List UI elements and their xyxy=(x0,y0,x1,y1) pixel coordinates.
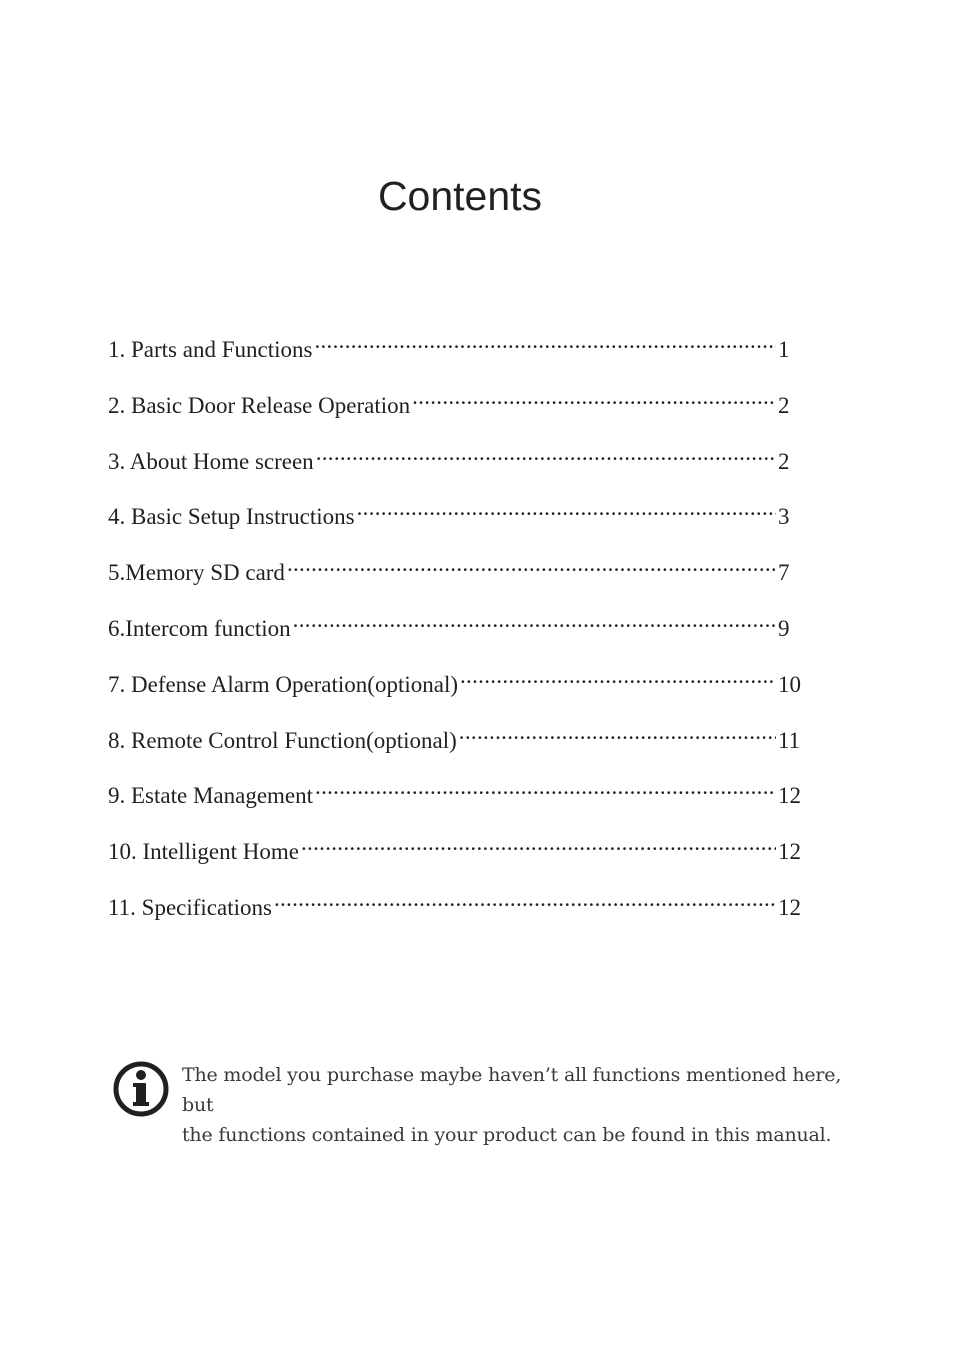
info-icon xyxy=(112,1060,170,1118)
toc-entry-page: 9 xyxy=(778,615,790,641)
toc-entry[interactable] xyxy=(108,832,808,888)
note-text xyxy=(182,1060,862,1150)
toc-entry[interactable] xyxy=(108,888,808,944)
toc-entry[interactable] xyxy=(108,609,808,665)
note-line: The model you purchase maybe haven’t all functions mentioned here, but xyxy=(182,1064,842,1116)
toc-entry-page: 2 xyxy=(778,448,790,474)
toc-dot-leader xyxy=(287,560,776,580)
table-of-contents xyxy=(108,330,808,944)
toc-entry[interactable] xyxy=(108,442,808,498)
toc-entry-page: 11 xyxy=(778,727,801,753)
note-line: the functions contained in your product can be found in this manual. xyxy=(182,1124,832,1146)
toc-entry-page: 2 xyxy=(778,392,790,418)
toc-entry-label: 6.Intercom function xyxy=(108,615,291,641)
toc-entry[interactable] xyxy=(108,553,808,609)
toc-entry-label: 2. Basic Door Release Operation xyxy=(108,392,411,418)
toc-entry[interactable] xyxy=(108,330,808,386)
toc-entry-page: 1 xyxy=(778,337,790,362)
toc-entry-page: 12 xyxy=(778,839,801,865)
toc-entry[interactable] xyxy=(108,665,808,721)
toc-entry-page: 10 xyxy=(778,671,801,697)
toc-entry-label: 7. Defense Alarm Operation(optional) xyxy=(108,671,458,697)
toc-dot-leader xyxy=(274,895,776,915)
toc-entry[interactable] xyxy=(108,497,808,553)
toc-entry[interactable] xyxy=(108,721,808,777)
toc-entry-label: 1. Parts and Functions xyxy=(108,337,313,362)
info-note xyxy=(112,1058,862,1150)
toc-entry-label: 3. About Home screen xyxy=(108,448,314,474)
toc-entry-label: 5.Memory SD card xyxy=(108,560,285,586)
toc-entry[interactable] xyxy=(108,386,808,442)
toc-dot-leader xyxy=(315,783,776,803)
toc-entry-label: 9. Estate Management xyxy=(108,783,314,809)
toc-dot-leader xyxy=(357,504,776,524)
toc-entry[interactable] xyxy=(108,776,808,832)
toc-entry-label: 4. Basic Setup Instructions xyxy=(108,504,355,530)
toc-dot-leader xyxy=(293,616,776,636)
toc-dot-leader xyxy=(301,839,776,859)
toc-entry-page: 7 xyxy=(778,560,790,586)
toc-entry-label: 8. Remote Control Function(optional) xyxy=(108,727,457,753)
toc-dot-leader xyxy=(316,449,776,469)
toc-entry-page: 3 xyxy=(778,504,790,530)
toc-dot-leader xyxy=(314,337,776,357)
page-title: Contents xyxy=(377,173,543,219)
toc-entry-label: 10. Intelligent Home xyxy=(108,839,299,865)
toc-entry-label: 11. Specifications xyxy=(108,894,272,920)
toc-dot-leader xyxy=(412,393,776,413)
toc-entry-page: 12 xyxy=(778,894,801,920)
toc-entry-page: 12 xyxy=(778,783,801,809)
toc-dot-leader xyxy=(460,672,776,692)
toc-dot-leader xyxy=(459,728,776,748)
